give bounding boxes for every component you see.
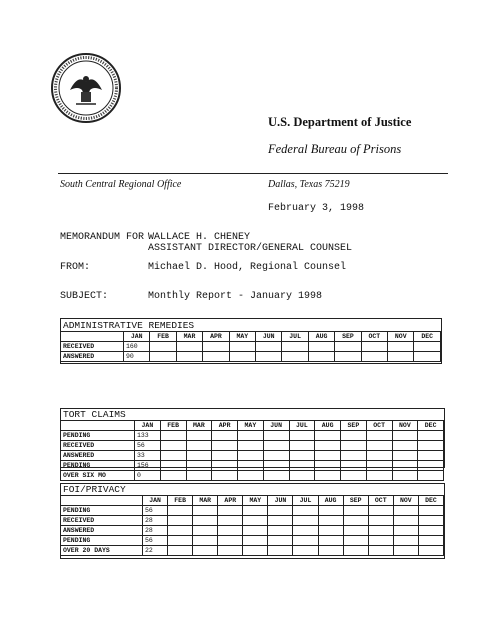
cell-jun: [263, 441, 289, 451]
bureau-name: Federal Bureau of Prisons: [268, 142, 402, 156]
cell-jul: [282, 352, 308, 362]
cell-mar: [176, 352, 202, 362]
cell-oct: [368, 546, 393, 556]
cell-jan: 90: [124, 352, 150, 362]
cell-aug: [315, 441, 341, 451]
memo-from-value: Michael D. Hood, Regional Counsel: [148, 262, 347, 273]
cell-aug: [315, 471, 341, 481]
cell-nov: [392, 461, 418, 471]
cell-sep: [341, 471, 367, 481]
cell-jun: [268, 526, 293, 536]
month-header-aug: AUG: [308, 332, 334, 342]
cell-jun: [263, 471, 289, 481]
cell-dec: [418, 461, 444, 471]
cell-sep: [341, 441, 367, 451]
cell-jul: [282, 342, 308, 352]
cell-mar: [193, 536, 218, 546]
memo-from-label: FROM:: [60, 262, 91, 273]
cell-jan: 133: [135, 431, 161, 441]
cell-dec: [418, 441, 444, 451]
cell-may: [238, 461, 264, 471]
month-header-sep: SEP: [341, 421, 367, 431]
cell-oct: [366, 461, 392, 471]
cell-jun: [256, 342, 282, 352]
cell-may: [238, 431, 264, 441]
cell-jul: [293, 526, 318, 536]
cell-dec: [418, 516, 443, 526]
cell-feb: [168, 516, 193, 526]
cell-may: [243, 516, 268, 526]
cell-nov: [392, 471, 418, 481]
cell-nov: [392, 431, 418, 441]
row-label: PENDING: [61, 536, 143, 546]
row-label: OVER 20 DAYS: [61, 546, 143, 556]
table-row: [61, 536, 444, 546]
month-header-jan: JAN: [143, 496, 168, 506]
cell-sep: [343, 546, 368, 556]
cell-dec: [414, 342, 441, 352]
month-header-feb: FEB: [168, 496, 193, 506]
row-label: PENDING: [61, 506, 143, 516]
table-row: [61, 471, 444, 481]
table-row: [61, 461, 444, 471]
cell-may: [243, 506, 268, 516]
cell-jun: [268, 516, 293, 526]
cell-may: [229, 352, 255, 362]
memo-date: February 3, 1998: [268, 203, 365, 214]
cell-aug: [315, 431, 341, 441]
month-header-jul: JUL: [289, 421, 315, 431]
month-header-jan: JAN: [124, 332, 150, 342]
month-header-oct: OCT: [368, 496, 393, 506]
cell-jan: 28: [143, 516, 168, 526]
cell-oct: [368, 506, 393, 516]
cell-jan: 56: [135, 441, 161, 451]
table-row: [61, 342, 441, 352]
cell-oct: [368, 526, 393, 536]
cell-jun: [268, 536, 293, 546]
cell-dec: [418, 471, 444, 481]
table-row: [61, 441, 444, 451]
cell-aug: [318, 536, 343, 546]
cell-jan: 56: [143, 536, 168, 546]
cell-nov: [388, 352, 414, 362]
cell-apr: [218, 516, 243, 526]
memo-recipient-name: WALLACE H. CHENEY: [148, 232, 251, 243]
cell-may: [229, 342, 255, 352]
cell-jan: 160: [124, 342, 150, 352]
month-header-mar: MAR: [186, 421, 212, 431]
cell-oct: [366, 451, 392, 461]
cell-mar: [186, 441, 212, 451]
cell-sep: [341, 461, 367, 471]
cell-mar: [193, 526, 218, 536]
cell-aug: [315, 461, 341, 471]
row-label: ANSWERED: [61, 451, 135, 461]
row-label: RECEIVED: [61, 342, 124, 352]
cell-apr: [218, 526, 243, 536]
month-header-oct: OCT: [361, 332, 387, 342]
cell-feb: [160, 441, 186, 451]
cell-aug: [318, 546, 343, 556]
cell-dec: [418, 451, 444, 461]
cell-sep: [343, 506, 368, 516]
cell-mar: [176, 342, 202, 352]
admin-remedies-table: [60, 331, 441, 362]
cell-jun: [268, 546, 293, 556]
tort-claims-title: TORT CLAIMS: [63, 409, 126, 420]
cell-oct: [366, 441, 392, 451]
cell-aug: [308, 352, 334, 362]
cell-nov: [393, 506, 418, 516]
cell-may: [243, 526, 268, 536]
cell-jun: [263, 461, 289, 471]
cell-apr: [212, 431, 238, 441]
cell-may: [243, 536, 268, 546]
row-label: PENDING: [61, 461, 135, 471]
cell-jun: [256, 352, 282, 362]
cell-jul: [289, 461, 315, 471]
cell-feb: [160, 471, 186, 481]
cell-nov: [393, 526, 418, 536]
cell-dec: [418, 536, 443, 546]
cell-dec: [418, 546, 443, 556]
table-row: [61, 526, 444, 536]
month-header-may: MAY: [229, 332, 255, 342]
row-label: OVER SIX MO: [61, 471, 135, 481]
cell-jul: [289, 431, 315, 441]
cell-may: [238, 471, 264, 481]
month-header-aug: AUG: [318, 496, 343, 506]
cell-jan: 0: [135, 471, 161, 481]
cell-mar: [193, 506, 218, 516]
cell-feb: [150, 342, 176, 352]
month-header-aug: AUG: [315, 421, 341, 431]
table-row: [61, 546, 444, 556]
cell-aug: [318, 516, 343, 526]
cell-jun: [263, 451, 289, 461]
cell-mar: [186, 451, 212, 461]
cell-apr: [203, 352, 229, 362]
cell-jul: [289, 451, 315, 461]
cell-mar: [193, 516, 218, 526]
cell-dec: [418, 526, 443, 536]
regional-office: South Central Regional Office: [60, 179, 182, 190]
agency-name: U.S. Department of Justice: [268, 115, 412, 129]
cell-dec: [418, 431, 444, 441]
month-header-jun: JUN: [263, 421, 289, 431]
cell-apr: [218, 506, 243, 516]
cell-apr: [212, 451, 238, 461]
cell-sep: [343, 516, 368, 526]
cell-jul: [289, 441, 315, 451]
cell-mar: [186, 471, 212, 481]
month-header-jun: JUN: [256, 332, 282, 342]
office-address: Dallas, Texas 75219: [268, 179, 350, 190]
cell-feb: [168, 506, 193, 516]
row-label: ANSWERED: [61, 352, 124, 362]
month-header-apr: APR: [218, 496, 243, 506]
table-header-row: [61, 332, 441, 342]
foi-privacy-title: FOI/PRIVACY: [63, 484, 126, 495]
cell-oct: [366, 431, 392, 441]
cell-nov: [392, 451, 418, 461]
cell-feb: [160, 431, 186, 441]
cell-jul: [293, 536, 318, 546]
month-header-nov: NOV: [393, 496, 418, 506]
tort-claims-table: [60, 420, 444, 481]
cell-apr: [212, 471, 238, 481]
cell-jul: [293, 506, 318, 516]
cell-nov: [392, 441, 418, 451]
cell-jan: 22: [143, 546, 168, 556]
department-of-justice-seal-icon: [50, 52, 122, 124]
month-header-jul: JUL: [282, 332, 308, 342]
row-label: RECEIVED: [61, 516, 143, 526]
month-header-may: MAY: [238, 421, 264, 431]
row-label: ANSWERED: [61, 526, 143, 536]
table-row: [61, 431, 444, 441]
cell-apr: [212, 441, 238, 451]
cell-jan: 156: [135, 461, 161, 471]
month-header-oct: OCT: [366, 421, 392, 431]
table-header-row: [61, 496, 444, 506]
month-header-jul: JUL: [293, 496, 318, 506]
cell-may: [243, 546, 268, 556]
memo-subject-label: SUBJECT:: [60, 291, 109, 302]
month-header-dec: DEC: [414, 332, 441, 342]
row-label: PENDING: [61, 431, 135, 441]
month-header-jun: JUN: [268, 496, 293, 506]
cell-sep: [335, 342, 361, 352]
month-header-may: MAY: [243, 496, 268, 506]
month-header-dec: DEC: [418, 421, 444, 431]
month-header-apr: APR: [212, 421, 238, 431]
cell-feb: [168, 526, 193, 536]
cell-jul: [293, 516, 318, 526]
table-row: [61, 516, 444, 526]
table-row: [61, 506, 444, 516]
cell-oct: [361, 342, 387, 352]
cell-jun: [268, 506, 293, 516]
month-header-jan: JAN: [135, 421, 161, 431]
cell-nov: [388, 342, 414, 352]
month-header-feb: FEB: [160, 421, 186, 431]
cell-mar: [186, 431, 212, 441]
cell-apr: [203, 342, 229, 352]
cell-sep: [343, 526, 368, 536]
cell-feb: [168, 536, 193, 546]
table-row: [61, 451, 444, 461]
admin-remedies-title: ADMINISTRATIVE REMEDIES: [63, 320, 195, 331]
cell-oct: [366, 471, 392, 481]
cell-feb: [160, 451, 186, 461]
month-header-mar: MAR: [193, 496, 218, 506]
cell-sep: [341, 431, 367, 441]
cell-aug: [318, 506, 343, 516]
cell-aug: [308, 342, 334, 352]
memo-recipient-title: ASSISTANT DIRECTOR/GENERAL COUNSEL: [148, 243, 353, 254]
month-header-sep: SEP: [335, 332, 361, 342]
cell-apr: [212, 461, 238, 471]
cell-apr: [218, 546, 243, 556]
cell-oct: [368, 516, 393, 526]
cell-dec: [418, 506, 443, 516]
cell-aug: [315, 451, 341, 461]
cell-jan: 33: [135, 451, 161, 461]
month-header-nov: NOV: [388, 332, 414, 342]
table-header-row: [61, 421, 444, 431]
row-label: RECEIVED: [61, 441, 135, 451]
cell-may: [238, 441, 264, 451]
table-row: [61, 352, 441, 362]
cell-sep: [341, 451, 367, 461]
cell-apr: [218, 536, 243, 546]
cell-feb: [150, 352, 176, 362]
cell-nov: [393, 536, 418, 546]
header-blank-cell: [61, 421, 135, 431]
memo-subject-value: Monthly Report - January 1998: [148, 291, 323, 302]
cell-jul: [289, 471, 315, 481]
cell-sep: [335, 352, 361, 362]
cell-dec: [414, 352, 441, 362]
cell-feb: [168, 546, 193, 556]
cell-feb: [160, 461, 186, 471]
cell-oct: [361, 352, 387, 362]
cell-sep: [343, 536, 368, 546]
letterhead-divider: [58, 173, 448, 174]
foi-privacy-table: [60, 495, 444, 556]
cell-jan: 56: [143, 506, 168, 516]
cell-jun: [263, 431, 289, 441]
month-header-sep: SEP: [343, 496, 368, 506]
header-blank-cell: [61, 332, 124, 342]
cell-mar: [193, 546, 218, 556]
cell-may: [238, 451, 264, 461]
header-blank-cell: [61, 496, 143, 506]
cell-nov: [393, 546, 418, 556]
cell-aug: [318, 526, 343, 536]
month-header-nov: NOV: [392, 421, 418, 431]
cell-oct: [368, 536, 393, 546]
month-header-dec: DEC: [418, 496, 443, 506]
memo-for-label: MEMORANDUM FOR: [60, 232, 145, 243]
cell-jan: 28: [143, 526, 168, 536]
cell-mar: [186, 461, 212, 471]
month-header-mar: MAR: [176, 332, 202, 342]
cell-nov: [393, 516, 418, 526]
month-header-apr: APR: [203, 332, 229, 342]
month-header-feb: FEB: [150, 332, 176, 342]
cell-jul: [293, 546, 318, 556]
